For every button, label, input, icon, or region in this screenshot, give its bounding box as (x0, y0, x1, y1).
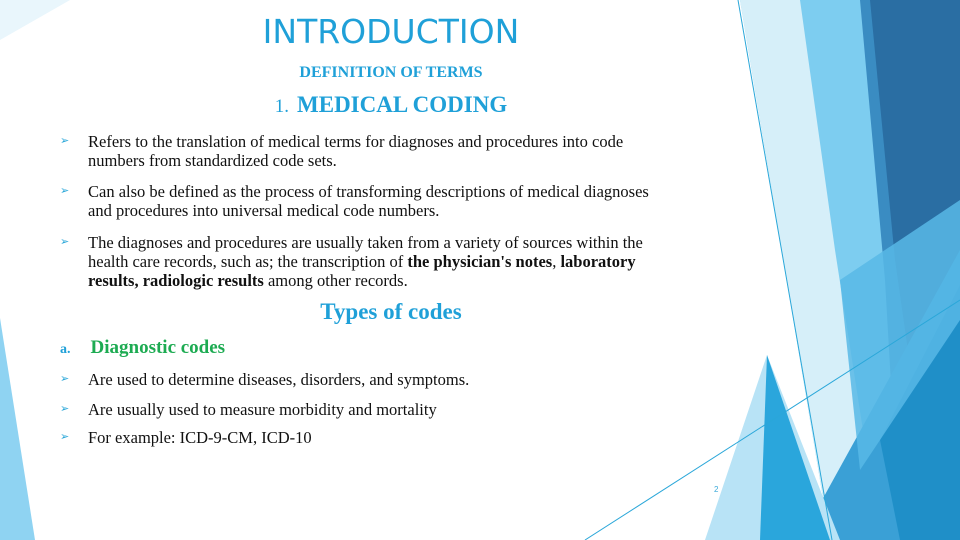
bullet-line: Refers to the translation of medical terms for diagnoses and procedures into code (88, 132, 624, 151)
text-run: , (552, 252, 561, 271)
diagnostic-list (0, 428, 730, 447)
list-item (0, 233, 730, 290)
heading-number: 1. (274, 96, 290, 117)
list-item (0, 370, 730, 389)
text-run: health care records, such as; the transcription of (88, 252, 408, 271)
list-item (0, 182, 730, 220)
bullet-line (88, 271, 730, 290)
slide-subtitle: DEFINITION OF TERMS (299, 64, 483, 81)
diagnostic-list (0, 370, 730, 389)
arrow-bullet-icon: ➢ (60, 373, 70, 385)
bullet-line: Are used to determine diseases, disorders, and symptoms. (88, 370, 470, 389)
list-item (0, 428, 730, 447)
bold-text: the physician's notes (407, 252, 553, 271)
bullet-line: Are usually used to measure morbidity and mortality (88, 400, 437, 419)
bullet-line: For example: ICD-9-CM, ICD-10 (88, 428, 312, 447)
bullet-line: and procedures into universal medical code numbers. (88, 201, 440, 220)
list-item (0, 132, 730, 170)
types-heading: Types of codes (320, 299, 462, 324)
text-run: among other records. (263, 271, 408, 290)
definition-list (0, 182, 730, 220)
section-heading (0, 92, 782, 118)
slide-title: INTRODUCTION (262, 12, 520, 51)
list-item (0, 400, 730, 419)
diagnostic-codes-heading (60, 337, 225, 359)
list-letter: a. (60, 342, 71, 357)
arrow-bullet-icon: ➢ (60, 403, 70, 415)
bold-text: laboratory (560, 252, 636, 271)
arrow-bullet-icon: ➢ (60, 431, 70, 443)
bullet-line: Can also be defined as the process of transforming descriptions of medical diagnoses (88, 182, 649, 201)
definition-list (0, 132, 730, 170)
arrow-bullet-icon: ➢ (60, 185, 70, 197)
bullet-line: numbers from standardized code sets. (88, 151, 337, 170)
heading-text: MEDICAL CODING (297, 92, 508, 117)
arrow-bullet-icon: ➢ (60, 135, 70, 147)
definition-list (0, 233, 730, 290)
diagnostic-list (0, 400, 730, 419)
diagnostic-heading-text: Diagnostic codes (90, 337, 226, 358)
arrow-bullet-icon: ➢ (60, 236, 70, 248)
bold-text: results, radiologic results (88, 271, 264, 290)
bullet-line (88, 252, 730, 271)
page-number: 2 (714, 485, 719, 494)
bullet-line: The diagnoses and procedures are usually taken from a variety of sources within the (88, 233, 643, 252)
